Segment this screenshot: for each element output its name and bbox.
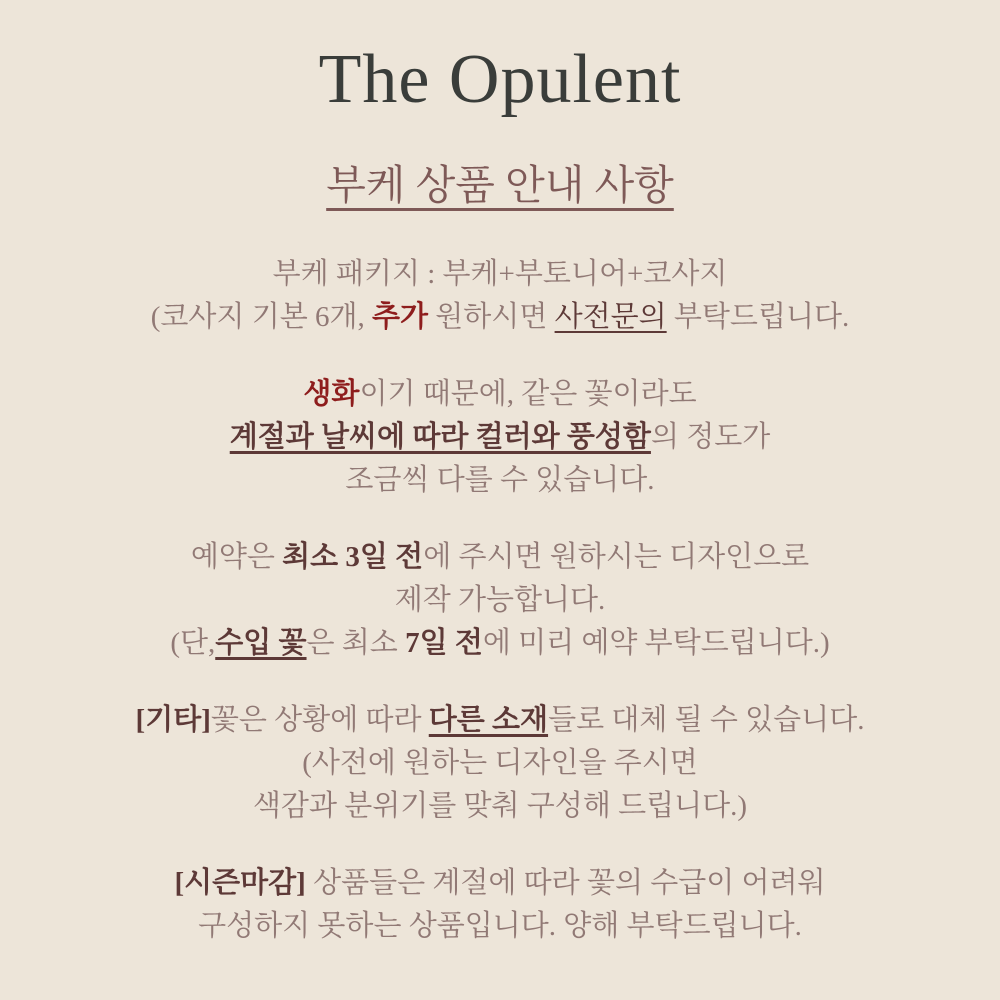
text-segment: 최소 3일 전 bbox=[282, 541, 424, 573]
text-line bbox=[30, 579, 970, 622]
text-segment: 에 미리 예약 부탁드립니다.) bbox=[482, 627, 830, 659]
text-line bbox=[30, 296, 970, 339]
text-segment: 다른 소재 bbox=[428, 704, 549, 736]
text-segment: 의 정도가 bbox=[650, 421, 771, 453]
text-segment: 수입 꽃 bbox=[215, 627, 307, 659]
text-line bbox=[30, 699, 970, 742]
text-segment: 계절과 날씨에 따라 컬러와 풍성함 bbox=[229, 421, 651, 453]
text-segment: 사전문의 bbox=[554, 301, 667, 333]
paragraph bbox=[30, 373, 970, 502]
text-segment: 원하시면 bbox=[428, 301, 555, 333]
text-segment: [시즌마감] bbox=[174, 867, 306, 899]
body-paragraphs bbox=[30, 253, 970, 948]
text-segment: 들로 대체 될 수 있습니다. bbox=[548, 704, 865, 736]
text-segment: 조금씩 다를 수 있습니다. bbox=[345, 464, 655, 496]
text-segment: 상품들은 계절에 따라 꽃의 수급이 어려워 bbox=[305, 867, 826, 899]
text-segment: 예약은 bbox=[190, 541, 283, 573]
paragraph bbox=[30, 862, 970, 948]
text-line bbox=[30, 253, 970, 296]
text-segment: 이기 때문에, 같은 꽃이라도 bbox=[359, 378, 697, 410]
text-segment: (단, bbox=[170, 627, 216, 659]
text-segment: 은 최소 bbox=[306, 627, 406, 659]
paragraph bbox=[30, 253, 970, 339]
paragraph bbox=[30, 536, 970, 665]
text-segment: (사전에 원하는 디자인을 주시면 bbox=[302, 747, 698, 779]
text-line bbox=[30, 905, 970, 948]
text-line bbox=[30, 416, 970, 459]
text-line bbox=[30, 459, 970, 502]
text-line bbox=[30, 785, 970, 828]
notice-heading: 부케 상품 안내 사항 bbox=[326, 162, 674, 208]
text-segment: 에 주시면 원하시는 디자인으로 bbox=[423, 541, 810, 573]
text-segment: 부탁드립니다. bbox=[666, 301, 850, 333]
text-segment: 제작 가능합니다. bbox=[394, 584, 606, 616]
text-segment: 색감과 분위기를 맞춰 구성해 드립니다.) bbox=[252, 790, 748, 822]
text-segment: 부케 패키지 : 부케+부토니어+코사지 bbox=[272, 258, 728, 290]
text-line bbox=[30, 536, 970, 579]
text-segment: 구성하지 못하는 상품입니다. 양해 부탁드립니다. bbox=[198, 910, 802, 942]
text-line bbox=[30, 622, 970, 665]
text-segment: 생화 bbox=[303, 378, 360, 410]
text-line bbox=[30, 373, 970, 416]
text-segment: [기타] bbox=[135, 704, 211, 736]
brand-title: The Opulent bbox=[318, 41, 682, 118]
paragraph bbox=[30, 699, 970, 828]
text-line bbox=[30, 862, 970, 905]
text-segment: 추가 bbox=[372, 301, 429, 333]
text-segment: 꽃은 상황에 따라 bbox=[210, 704, 429, 736]
text-segment: 7일 전 bbox=[405, 627, 483, 659]
text-line bbox=[30, 742, 970, 785]
text-segment: (코사지 기본 6개, bbox=[150, 301, 372, 333]
